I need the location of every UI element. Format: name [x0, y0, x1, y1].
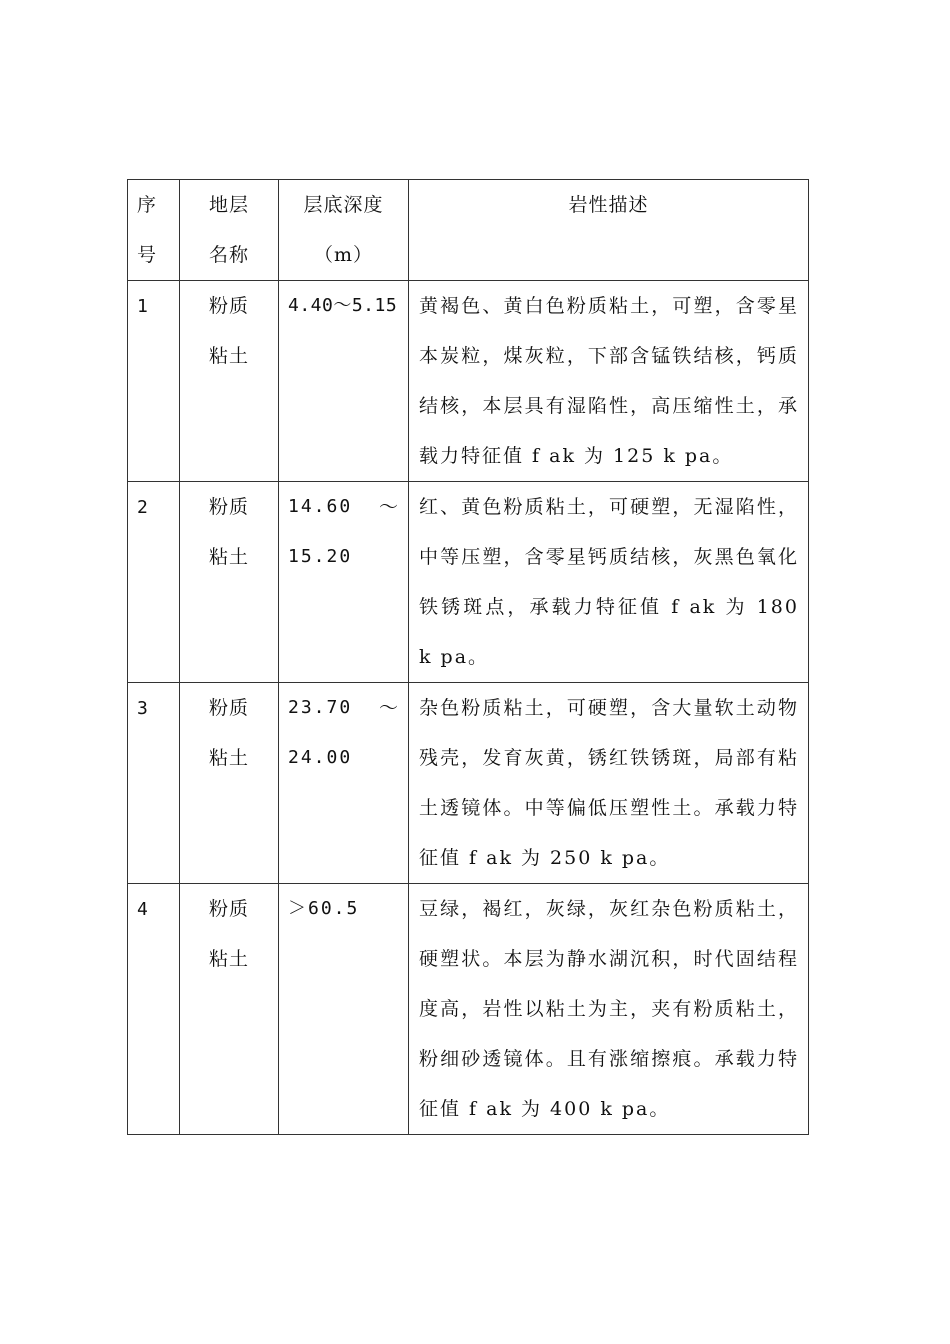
row-name-line2: 粘土: [208, 747, 249, 769]
row-depth-end: 24.00: [288, 747, 353, 768]
row-no-cell: [128, 683, 180, 884]
header-depth-line1: 层底深度: [303, 194, 384, 216]
table-row: [128, 884, 809, 1135]
row-name-line1: 粉质: [208, 697, 249, 719]
header-desc: 岩性描述: [568, 194, 649, 216]
header-no-cell: [128, 180, 180, 281]
row-desc: 红、黄色粉质粘土，可硬塑，无湿陷性，中等压塑，含零星钙质结核，灰黑色氧化铁锈斑点，承载力特征值 f ak 为 180 k pa。: [419, 496, 799, 668]
row-name-cell: [180, 884, 279, 1135]
table-row: [128, 683, 809, 884]
row-name-line1: 粉质: [208, 898, 249, 920]
row-desc-cell: [409, 884, 809, 1135]
row-depth: ＞60.5: [288, 898, 360, 919]
header-desc-cell: [409, 180, 809, 281]
row-desc-cell: [409, 683, 809, 884]
row-no: 3: [137, 698, 150, 719]
row-desc: 黄褐色、黄白色粉质粘土，可塑，含零星本炭粒，煤灰粒，下部含锰铁结核，钙质结核，本层具有湿陷性，高压缩性土，承载力特征值 f ak 为 125 k pa。: [419, 295, 799, 467]
row-depth-end: 15.20: [288, 546, 353, 567]
row-depth-cell: [279, 281, 409, 482]
table-row: [128, 482, 809, 683]
row-desc: 豆绿，褐红，灰绿，灰红杂色粉质粘土，硬塑状。本层为静水湖沉积，时代固结程度高，岩性以粘土为主，夹有粉质粘土，粉细砂透镜体。且有涨缩擦痕。承载力特征值 f ak 为 400 k pa。: [419, 898, 799, 1120]
row-name-line1: 粉质: [208, 496, 249, 518]
row-name-line1: 粉质: [208, 295, 249, 317]
row-depth-line1: [288, 683, 399, 733]
header-name-cell: [180, 180, 279, 281]
header-no-line1: 序: [137, 194, 158, 216]
row-depth-tilde: ～: [378, 697, 399, 719]
table-row: [128, 281, 809, 482]
row-depth-start: 14.60: [288, 496, 353, 517]
row-no-cell: [128, 281, 180, 482]
row-no: 2: [137, 497, 150, 518]
row-desc-cell: [409, 281, 809, 482]
row-name-line2: 粘土: [208, 948, 249, 970]
row-name-cell: [180, 281, 279, 482]
row-depth: 4.40～5.15: [288, 295, 398, 316]
row-name-cell: [180, 683, 279, 884]
row-no-cell: [128, 884, 180, 1135]
soil-layer-table: [127, 179, 809, 1135]
row-no-cell: [128, 482, 180, 683]
row-depth-tilde: ～: [378, 496, 399, 518]
header-depth-line2: （m）: [313, 244, 374, 266]
row-no: 1: [137, 296, 150, 317]
row-name-line2: 粘土: [208, 345, 249, 367]
row-depth-cell: [279, 884, 409, 1135]
table-header-row: [128, 180, 809, 281]
row-depth-line1: [288, 482, 399, 532]
header-name-line1: 地层: [208, 194, 249, 216]
row-name-line2: 粘土: [208, 546, 249, 568]
row-depth-start: 23.70: [288, 697, 353, 718]
header-no-line2: 号: [137, 244, 158, 266]
header-depth-cell: [279, 180, 409, 281]
header-name-line2: 名称: [208, 244, 249, 266]
row-no: 4: [137, 899, 150, 920]
row-depth-cell: [279, 683, 409, 884]
row-depth-cell: [279, 482, 409, 683]
row-desc-cell: [409, 482, 809, 683]
row-name-cell: [180, 482, 279, 683]
row-desc: 杂色粉质粘土，可硬塑，含大量软土动物残壳，发育灰黄，锈红铁锈斑，局部有粘土透镜体。中等偏低压塑性土。承载力特征值 f ak 为 250 k pa。: [419, 697, 799, 869]
